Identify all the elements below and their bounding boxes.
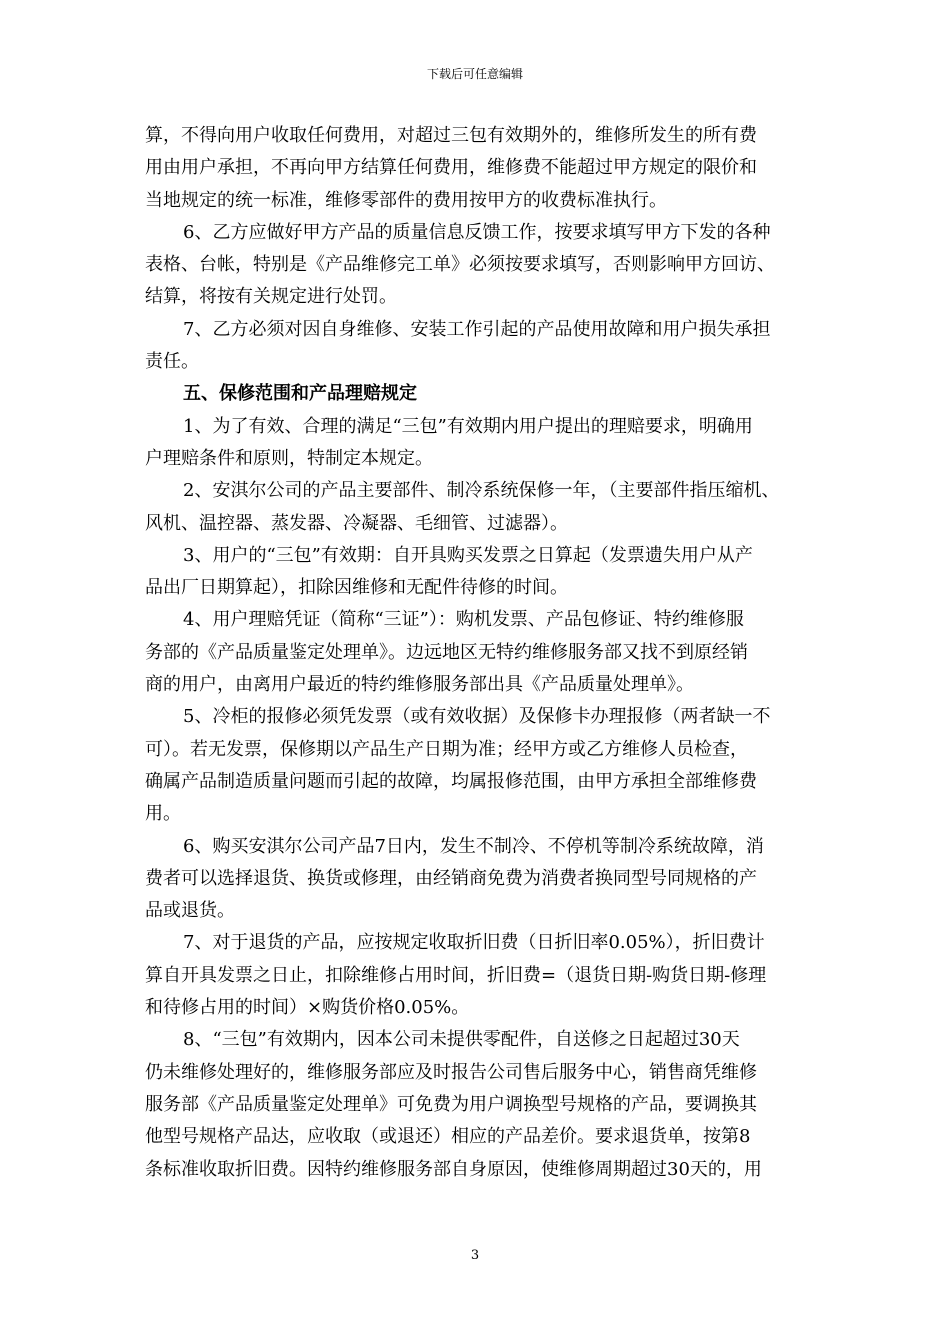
text-line: 品或退货。 xyxy=(145,900,235,922)
page-header: 下载后可任意编辑 xyxy=(426,67,523,81)
text-line: 责任。 xyxy=(145,351,199,373)
text-line: 算自开具发票之日止，扣除维修占用时间，折旧费=（退货日期-购货日期-修理 xyxy=(145,964,767,986)
text-line: 和待修占用的时间）×购货价格0.05%。 xyxy=(145,997,470,1019)
paragraph-start-line: 7、乙方必须对因自身维修、安装工作引起的产品使用故障和用户损失承担 xyxy=(183,318,771,340)
section-heading: 五、保修范围和产品理赔规定 xyxy=(183,383,417,405)
text-line: 商的用户，由离用户最近的特约维修服务部出具《产品质量处理单》。 xyxy=(145,674,694,696)
text-line: 确属产品制造质量问题而引起的故障，均属报修范围，由甲方承担全部维修费 xyxy=(145,770,757,792)
text-line: 务部的《产品质量鉴定处理单》。边远地区无特约维修服务部又找不到原经销 xyxy=(145,641,748,663)
text-line: 仍未维修处理好的，维修服务部应及时报告公司售后服务中心，销售商凭维修 xyxy=(145,1061,757,1083)
text-line: 可）。若无发票，保修期以产品生产日期为准；经甲方或乙方维修人员检查， xyxy=(145,738,748,760)
paragraph-start-line: 2、安淇尔公司的产品主要部件、制冷系统保修一年，（主要部件指压缩机、 xyxy=(183,480,780,502)
paragraph-start-line: 6、购买安淇尔公司产品7日内，发生不制冷、不停机等制冷系统故障，消 xyxy=(183,835,764,857)
page-number: 3 xyxy=(470,1248,480,1263)
text-line: 结算，将按有关规定进行处罚。 xyxy=(145,286,397,308)
document-body xyxy=(145,120,810,1186)
paragraph-start-line: 4、用户理赔凭证（简称“三证”）：购机发票、产品包修证、特约维修服 xyxy=(183,609,744,631)
text-line: 服务部《产品质量鉴定处理单》可免费为用户调换型号规格的产品，要调换其 xyxy=(145,1093,757,1115)
paragraph-start-line: 1、为了有效、合理的满足“三包”有效期内用户提出的理赔要求，明确用 xyxy=(183,415,753,437)
text-line: 费者可以选择退货、换货或修理，由经销商免费为消费者换同型号同规格的产 xyxy=(145,867,757,889)
text-line: 条标准收取折旧费。因特约维修服务部自身原因，使维修周期超过30天的，用 xyxy=(145,1158,762,1180)
paragraph-start-line: 8、“三包”有效期内，因本公司未提供零配件，自送修之日起超过30天 xyxy=(183,1029,740,1051)
paragraph-start-line: 3、用户的“三包”有效期：自开具购买发票之日算起（发票遗失用户从产 xyxy=(183,544,753,566)
text-line: 风机、温控器、蒸发器、冷凝器、毛细管、过滤器）。 xyxy=(145,512,568,534)
text-line: 品出厂日期算起），扣除因维修和无配件待修的时间。 xyxy=(145,577,568,599)
paragraph-start-line: 7、对于退货的产品，应按规定收取折旧费（日折旧率0.05%），折旧费计 xyxy=(183,932,765,954)
text-line: 用由用户承担，不再向甲方结算任何费用，维修费不能超过甲方规定的限价和 xyxy=(145,157,757,179)
paragraph-start-line: 5、冷柜的报修必须凭发票（或有效收据）及保修卡办理报修（两者缺一不 xyxy=(183,706,771,728)
text-line: 当地规定的统一标准，维修零部件的费用按甲方的收费标准执行。 xyxy=(145,189,667,211)
paragraph-start-line: 6、乙方应做好甲方产品的质量信息反馈工作，按要求填写甲方下发的各种 xyxy=(183,221,771,243)
text-line: 算，不得向用户收取任何费用，对超过三包有效期外的，维修所发生的所有费 xyxy=(145,125,757,146)
text-line: 表格、台帐，特别是《产品维修完工单》必须按要求填写，否则影响甲方回访、 xyxy=(145,254,775,276)
text-line: 他型号规格产品达，应收取（或退还）相应的产品差价。要求退货单，按第8 xyxy=(145,1126,751,1148)
text-line: 用。 xyxy=(145,803,181,825)
text-line: 户理赔条件和原则，特制定本规定。 xyxy=(145,447,433,469)
